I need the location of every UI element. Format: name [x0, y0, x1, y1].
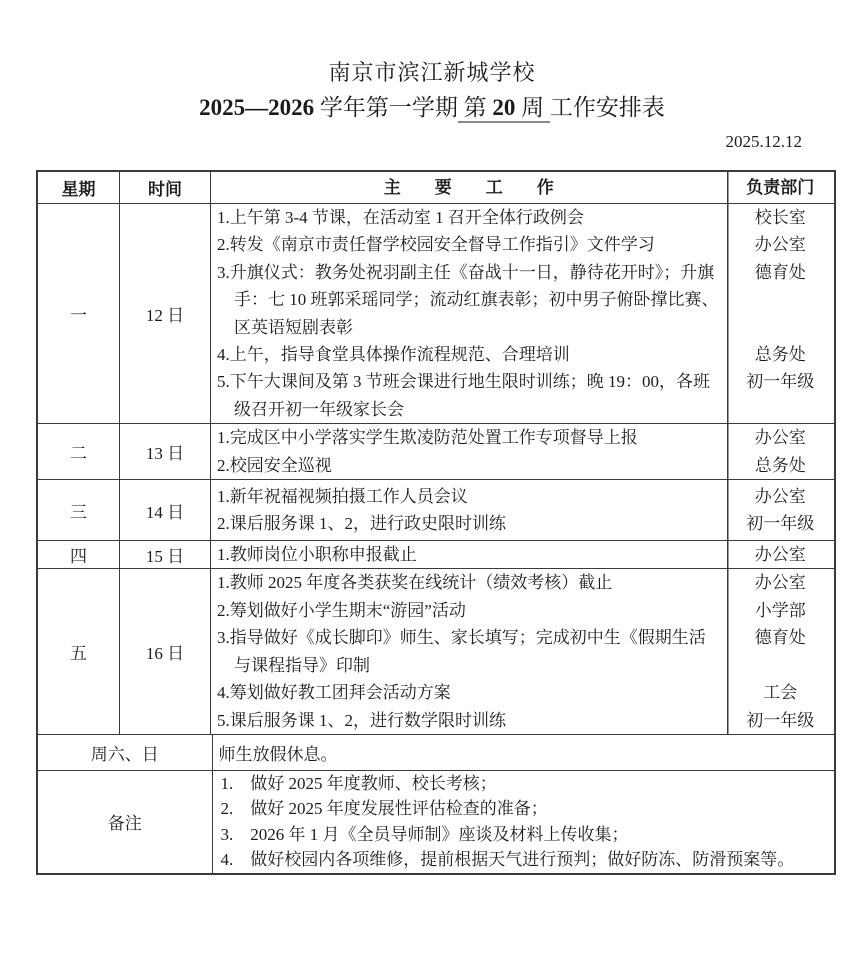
work-item-dept: 校长室	[754, 208, 806, 227]
day-row-monday	[38, 203, 834, 423]
notes-row	[38, 770, 834, 873]
work-items	[211, 480, 834, 540]
weekend-text: 师生放假休息。	[218, 744, 338, 764]
work-item-text: 1.教师 2025 年度各类获奖在线统计（绩效考核）截止	[217, 573, 613, 593]
work-item	[211, 541, 834, 568]
header-day: 星期	[38, 172, 120, 203]
title-week-number: 20	[492, 95, 516, 120]
work-item-dept: 办公室	[754, 428, 806, 448]
note-line: 4. 做好校园内各项维修，提前根据天气进行预判；做好防冻、防滑预案等。	[220, 850, 795, 870]
day-row-wednesday	[38, 479, 834, 540]
work-item-dept: 初一年级	[746, 514, 815, 534]
work-item	[211, 483, 834, 510]
work-item	[211, 510, 834, 537]
date-cell: 15 日	[120, 541, 211, 568]
work-item-text: 2.筹划做好小学生期末“游园”活动	[217, 600, 466, 620]
document-title	[0, 90, 864, 126]
work-item-text: 2.校园安全巡视	[217, 455, 332, 475]
date-cell: 14 日	[120, 480, 211, 540]
header-time: 时间	[120, 172, 211, 203]
work-schedule-table	[36, 170, 836, 875]
work-item-dept: 总务处	[754, 345, 806, 365]
work-item-dept: 德育处	[754, 262, 806, 282]
title-week-suffix: 周	[515, 95, 550, 120]
work-item	[211, 679, 834, 706]
work-item-text: 1.新年祝福视频拍摄工作人员会议	[217, 486, 468, 506]
work-item-text: 1.上午第 3-4 节课，在活动室 1 召开全体行政例会	[217, 208, 584, 227]
work-item-dept: 小学部	[754, 600, 806, 620]
work-item-dept: 初一年级	[746, 710, 815, 730]
work-items	[211, 569, 834, 733]
work-item-dept: 初一年级	[746, 372, 815, 392]
weekend-row	[38, 734, 834, 770]
work-item-text: 4.上午，指导食堂具体操作流程规范、合理培训	[217, 345, 570, 365]
header-main-work: 主 要 工 作	[383, 178, 554, 197]
work-item	[211, 597, 834, 624]
work-items	[211, 204, 834, 423]
title-tail: 工作安排表	[549, 95, 665, 120]
day-cell: 二	[38, 424, 120, 479]
work-item-text: 5.下午大课间及第 3 节班会课进行地生限时训练；晚 19：00，各班级召开初一年级家长会	[217, 372, 710, 419]
work-item	[211, 452, 834, 479]
note-line: 2. 做好 2025 年度发展性评估检查的准备；	[220, 799, 548, 819]
day-cell: 一	[38, 204, 120, 423]
work-item-text: 2.课后服务课 1、2，进行政史限时训练	[217, 514, 506, 534]
work-item-text: 1.教师岗位小职称申报截止	[217, 545, 417, 565]
work-items	[211, 424, 834, 479]
header-dept: 负责部门	[746, 178, 815, 197]
note-line: 3. 2026 年 1 月《全员导师制》座谈及材料上传收集；	[220, 824, 629, 844]
day-row-tuesday	[38, 423, 834, 479]
work-item	[211, 707, 834, 734]
weekend-label: 周六、日	[38, 735, 213, 770]
work-item-dept: 办公室	[754, 545, 806, 565]
work-item	[211, 368, 834, 423]
school-title: 南京市滨江新城学校	[328, 60, 536, 85]
date-cell: 12 日	[120, 204, 211, 423]
work-item	[211, 231, 834, 258]
day-row-thursday	[38, 540, 834, 568]
work-item-text: 3.升旗仪式：教务处祝羽副主任《奋战十一日，静待花开时》；升旗手：七 10 班郭采瑶同学；流动红旗表彰；初中男子俯卧撑比赛、区英语短剧表彰	[217, 262, 719, 337]
work-item-text: 5.课后服务课 1、2，进行数学限时训练	[217, 710, 506, 730]
notes-label: 备注	[38, 771, 213, 873]
work-item-dept: 总务处	[754, 455, 806, 475]
work-item	[211, 204, 834, 231]
work-item	[211, 424, 834, 451]
work-item-dept: 办公室	[754, 486, 806, 506]
work-item-dept: 办公室	[754, 235, 806, 255]
date-cell: 16 日	[120, 569, 211, 733]
date-cell: 13 日	[120, 424, 211, 479]
title-week-prefix: 第	[457, 95, 493, 120]
work-item-dept: 德育处	[754, 628, 806, 648]
notes-body	[213, 771, 835, 873]
work-item	[211, 341, 834, 368]
work-item-text: 4.筹划做好教工团拜会活动方案	[217, 683, 451, 703]
work-item-text: 2.转发《南京市责任督学校园安全督导工作指引》文件学习	[217, 235, 655, 255]
title-year-range: 2025—2026	[199, 95, 315, 120]
work-item	[211, 624, 834, 679]
work-item	[211, 569, 834, 596]
note-line: 1. 做好 2025 年度教师、校长考核；	[220, 773, 497, 793]
document-date: 2025.12.12	[725, 132, 802, 151]
title-week-underlined	[458, 95, 550, 123]
title-semester: 学年第一学期	[314, 95, 458, 120]
header-main-row	[211, 173, 834, 202]
day-cell: 四	[38, 541, 120, 568]
work-item	[211, 259, 834, 341]
day-row-friday	[38, 568, 834, 733]
work-item-text: 3.指导做好《成长脚印》师生、家长填写；完成初中生《假期生活与课程指导》印制	[217, 628, 706, 675]
header-main-group	[211, 172, 834, 203]
day-cell: 五	[38, 569, 120, 733]
work-item-text: 1.完成区中小学落实学生欺凌防范处置工作专项督导上报	[217, 428, 638, 448]
day-cell: 三	[38, 480, 120, 540]
work-item-dept: 工会	[763, 683, 798, 703]
table-header-row	[38, 172, 834, 203]
work-item-dept: 办公室	[754, 573, 806, 593]
work-items	[211, 541, 834, 568]
